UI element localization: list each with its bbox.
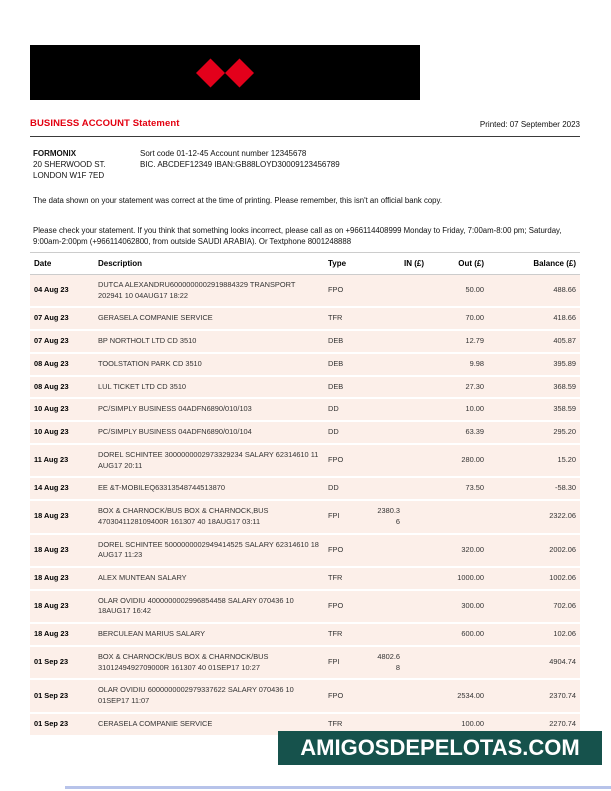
sort-code-line: Sort code 01-12-45 Account number 12345678: [140, 149, 307, 158]
cell-date: 11 Aug 23: [30, 444, 94, 477]
cell-description: DOREL SCHINTEE 3000000002973329234 SALARY 62314610 11 AUG17 20:11: [94, 444, 324, 477]
cell-balance: 15.20: [488, 444, 580, 477]
cell-date: 07 Aug 23: [30, 330, 94, 353]
header-out: Out (£): [428, 253, 488, 275]
cell-date: 08 Aug 23: [30, 353, 94, 376]
cell-type: FPO: [324, 275, 370, 308]
cell-date: 14 Aug 23: [30, 477, 94, 500]
cell-date: 18 Aug 23: [30, 500, 94, 533]
table-row: [30, 444, 580, 477]
cell-description: DOREL SCHINTEE 5000000002949414525 SALARY 62314610 18 AUG17 11:23: [94, 534, 324, 567]
table-row: [30, 330, 580, 353]
account-holder-name: FORMONIX: [33, 149, 77, 158]
cell-type: TFR: [324, 567, 370, 590]
cell-type: TFR: [324, 623, 370, 646]
cell-type: DEB: [324, 330, 370, 353]
watermark-text: AMIGOSDEPELOTAS.COM: [300, 735, 580, 760]
cell-description: BERCULEAN MARIUS SALARY: [94, 623, 324, 646]
transactions-table-body: [30, 275, 580, 736]
header-description: Description: [94, 253, 324, 275]
cell-out: 1000.00: [428, 567, 488, 590]
cell-balance: 295.20: [488, 421, 580, 444]
cell-in: 2380.36: [370, 500, 428, 533]
cell-out: 2534.00: [428, 679, 488, 712]
cell-type: FPO: [324, 679, 370, 712]
table-row: [30, 500, 580, 533]
cell-balance: 358.59: [488, 398, 580, 421]
cell-type: DD: [324, 477, 370, 500]
cell-balance: 368.59: [488, 376, 580, 399]
cell-in: [370, 307, 428, 330]
cell-balance: 2322.06: [488, 500, 580, 533]
cell-out: 600.00: [428, 623, 488, 646]
cell-out: 10.00: [428, 398, 488, 421]
title-row: [30, 118, 580, 129]
cell-balance: 405.87: [488, 330, 580, 353]
address-line-1: 20 SHERWOOD ST.: [33, 159, 106, 169]
cell-date: 18 Aug 23: [30, 590, 94, 623]
table-row: [30, 307, 580, 330]
cell-type: TFR: [324, 713, 370, 736]
table-row: [30, 376, 580, 399]
cell-balance: 102.06: [488, 623, 580, 646]
printed-date: Printed: 07 September 2023: [479, 120, 580, 129]
cell-out: 27.30: [428, 376, 488, 399]
statement-title: BUSINESS ACCOUNT Statement: [30, 118, 180, 129]
table-row: [30, 646, 580, 679]
cell-type: DEB: [324, 376, 370, 399]
cell-out: 280.00: [428, 444, 488, 477]
header-in: IN (£): [370, 253, 428, 275]
account-block: [33, 149, 340, 181]
cell-description: OLAR OVIDIU 6000000002979337622 SALARY 070436 10 01SEP17 11:07: [94, 679, 324, 712]
cell-type: FPO: [324, 590, 370, 623]
cell-out: 320.00: [428, 534, 488, 567]
cell-type: TFR: [324, 307, 370, 330]
header-divider: [30, 136, 580, 137]
cell-in: [370, 353, 428, 376]
account-address: [33, 149, 140, 181]
cell-out: 100.00: [428, 713, 488, 736]
check-statement-notice: Please check your statement. If you think that something looks incorrect, please call as on +966114408999 Monday to Friday, 7:00am-8:00 pm; Saturday, 9:00am-2:00pm (+966114062800, from outside SAUDI ARABIA). Or Textphone 8001248888: [33, 226, 562, 246]
cell-out: 50.00: [428, 275, 488, 308]
account-codes: [140, 149, 340, 181]
table-row: [30, 398, 580, 421]
cell-date: 18 Aug 23: [30, 623, 94, 646]
cell-type: DD: [324, 421, 370, 444]
cell-description: GERASELA COMPANIE SERVICE: [94, 307, 324, 330]
table-row: [30, 623, 580, 646]
cell-date: 01 Sep 23: [30, 646, 94, 679]
cell-balance: 418.66: [488, 307, 580, 330]
cell-date: 01 Sep 23: [30, 679, 94, 712]
header-balance: Balance (£): [488, 253, 580, 275]
cell-balance: 702.06: [488, 590, 580, 623]
cell-in: [370, 623, 428, 646]
header-date: Date: [30, 253, 94, 275]
cell-balance: 1002.06: [488, 567, 580, 590]
cell-type: FPI: [324, 500, 370, 533]
cell-date: 08 Aug 23: [30, 376, 94, 399]
bic-iban-line: BIC. ABCDEF12349 IBAN:GB88LOYD30009123456789: [140, 159, 340, 169]
cell-description: BOX & CHARNOCK/BUS BOX & CHARNOCK/BUS 3101249492709000R 161307 40 01SEP17 10:27: [94, 646, 324, 679]
cell-out: 73.50: [428, 477, 488, 500]
cell-in: 4802.68: [370, 646, 428, 679]
cell-balance: 2270.74: [488, 713, 580, 736]
table-row: [30, 421, 580, 444]
cell-date: 07 Aug 23: [30, 307, 94, 330]
cell-in: [370, 679, 428, 712]
page-bottom-edge: [65, 786, 611, 789]
cell-description: DUTCA ALEXANDRU6000000002919884329 TRANSPORT 202941 10 04AUG17 18:22: [94, 275, 324, 308]
watermark-banner: [278, 731, 602, 765]
address-line-2: LONDON W1F 7ED: [33, 170, 105, 180]
cell-in: [370, 275, 428, 308]
cell-out: 300.00: [428, 590, 488, 623]
table-row: [30, 590, 580, 623]
table-row: [30, 679, 580, 712]
cell-description: OLAR OVIDIU 4000000002996854458 SALARY 070436 10 18AUG17 16:42: [94, 590, 324, 623]
cell-out: 12.79: [428, 330, 488, 353]
cell-date: 01 Sep 23: [30, 713, 94, 736]
transactions-table: [30, 252, 580, 737]
cell-type: DD: [324, 398, 370, 421]
cell-balance: 4904.74: [488, 646, 580, 679]
cell-date: 18 Aug 23: [30, 534, 94, 567]
data-correct-notice: The data shown on your statement was correct at the time of printing. Please remember, this isn't an official bank copy.: [33, 196, 443, 205]
cell-description: EE &T-MOBILEQ63313548744513870: [94, 477, 324, 500]
table-row: [30, 567, 580, 590]
cell-balance: 488.66: [488, 275, 580, 308]
cell-in: [370, 421, 428, 444]
cell-description: BP NORTHOLT LTD CD 3510: [94, 330, 324, 353]
cell-balance: 395.89: [488, 353, 580, 376]
bank-logo-banner: [30, 45, 420, 100]
cell-description: BOX & CHARNOCK/BUS BOX & CHARNOCK,BUS 4703041128109400R 161307 40 18AUG17 03:11: [94, 500, 324, 533]
cell-description: ALEX MUNTEAN SALARY: [94, 567, 324, 590]
cell-balance: -58.30: [488, 477, 580, 500]
cell-out: [428, 500, 488, 533]
table-row: [30, 477, 580, 500]
hsbc-hexagon-logo-icon: [196, 56, 254, 90]
cell-description: CERASELA COMPANIE SERVICE: [94, 713, 324, 736]
cell-out: 63.39: [428, 421, 488, 444]
cell-date: 10 Aug 23: [30, 421, 94, 444]
cell-description: PC/SIMPLY BUSINESS 04ADFN6890/010/104: [94, 421, 324, 444]
table-row: [30, 353, 580, 376]
transactions-table-header: [30, 253, 580, 275]
cell-type: DEB: [324, 353, 370, 376]
cell-description: TOOLSTATION PARK CD 3510: [94, 353, 324, 376]
header-type: Type: [324, 253, 370, 275]
cell-type: FPI: [324, 646, 370, 679]
cell-description: LUL TICKET LTD CD 3510: [94, 376, 324, 399]
cell-out: 9.98: [428, 353, 488, 376]
cell-in: [370, 376, 428, 399]
cell-type: FPO: [324, 444, 370, 477]
cell-balance: 2370.74: [488, 679, 580, 712]
cell-in: [370, 590, 428, 623]
cell-date: 10 Aug 23: [30, 398, 94, 421]
cell-balance: 2002.06: [488, 534, 580, 567]
cell-description: PC/SIMPLY BUSINESS 04ADFN6890/010/103: [94, 398, 324, 421]
cell-out: [428, 646, 488, 679]
cell-in: [370, 534, 428, 567]
cell-out: 70.00: [428, 307, 488, 330]
cell-in: [370, 567, 428, 590]
cell-in: [370, 444, 428, 477]
cell-date: 18 Aug 23: [30, 567, 94, 590]
cell-in: [370, 330, 428, 353]
cell-type: FPO: [324, 534, 370, 567]
table-row: [30, 275, 580, 308]
cell-date: 04 Aug 23: [30, 275, 94, 308]
table-row: [30, 534, 580, 567]
cell-in: [370, 398, 428, 421]
cell-in: [370, 477, 428, 500]
